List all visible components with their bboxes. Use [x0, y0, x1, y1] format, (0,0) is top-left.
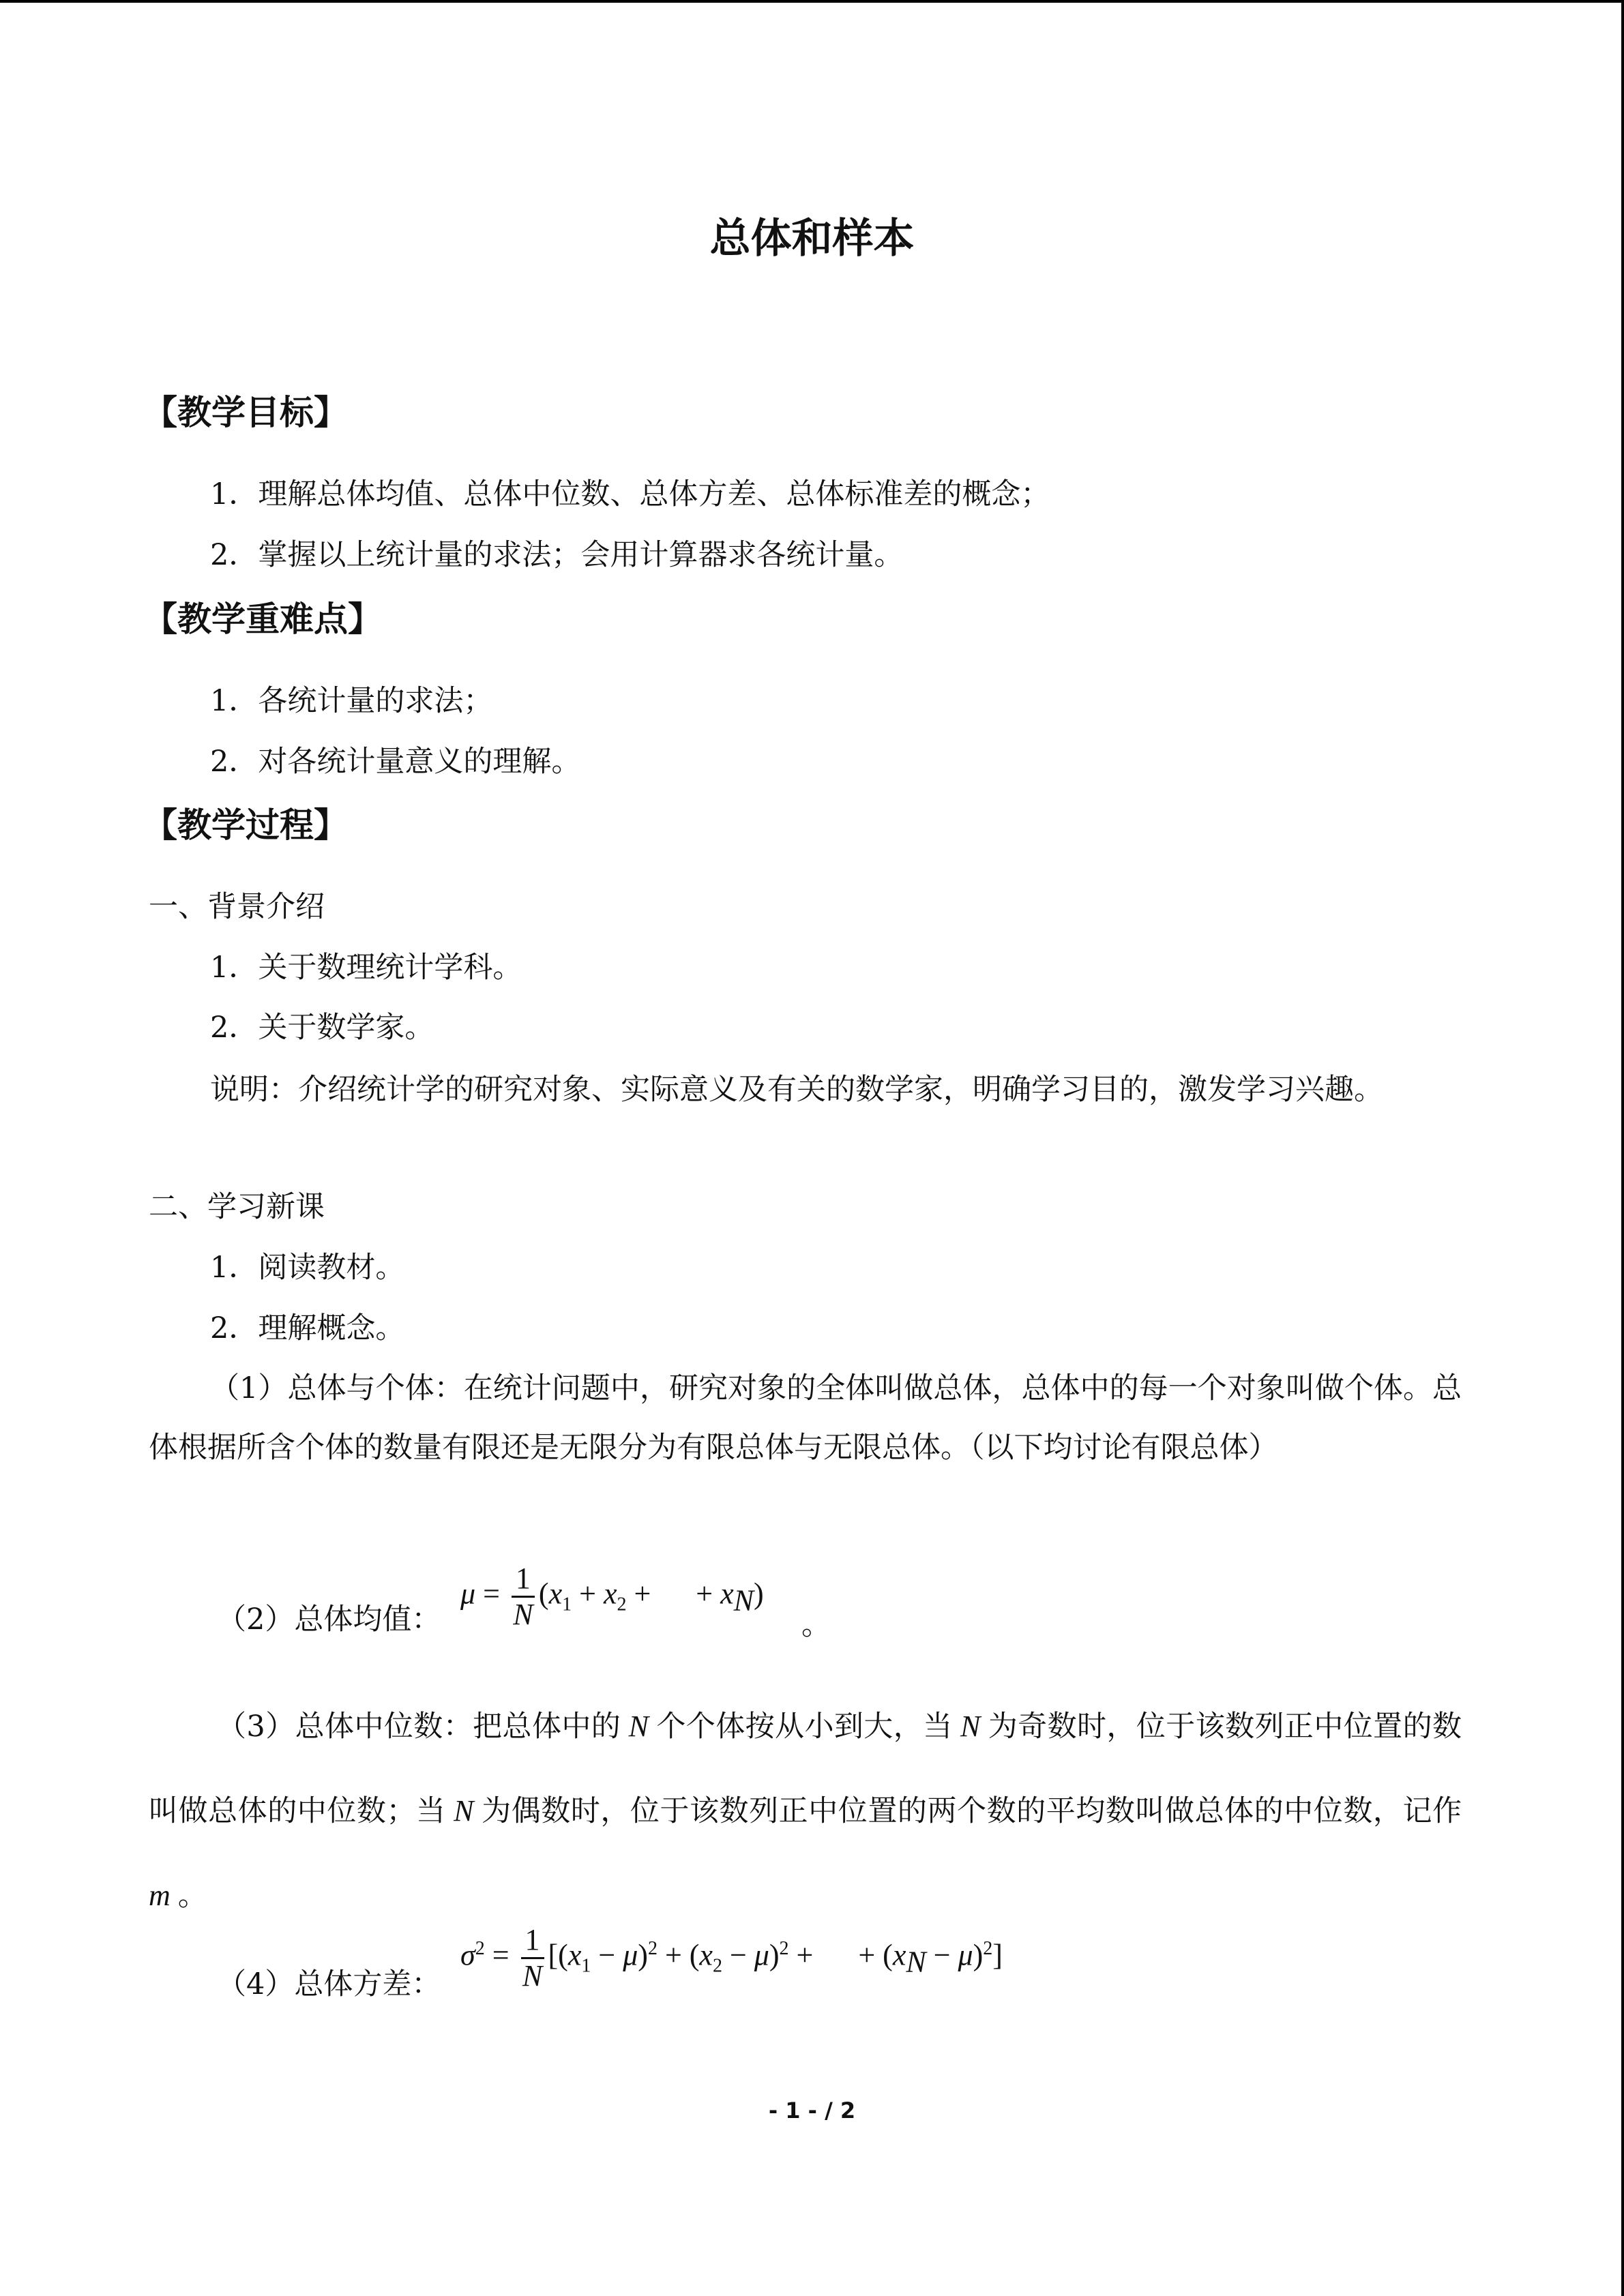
- median-text-e: 。: [177, 1879, 207, 1913]
- part1-note: 说明：介绍统计学的研究对象、实际意义及有关的数学家，明确学习目的，激发学习兴趣。: [210, 1073, 1383, 1107]
- page-number: - 1 - / 2: [768, 2098, 856, 2123]
- concept-variance-label: （4）总体方差：: [217, 1967, 441, 2001]
- math-variable: N: [445, 1794, 482, 1828]
- heading-key-points: 【教学重难点】: [143, 599, 382, 639]
- formula-population-variance: $\sigma^2$ = $\frac{1}{N}$ [$(x_1 - \mu)^2 + (x_2 - \mu)^2$ + + $(x_N - \mu)^2$]: [460, 1923, 1003, 1993]
- part2-title: 二、学习新课: [149, 1190, 325, 1224]
- part1-item-1: 1．关于数理统计学科。: [210, 951, 522, 985]
- part1-title: 一、背景介绍: [149, 890, 325, 924]
- concept-mean-label: （2）总体均值：: [217, 1602, 441, 1637]
- formula-population-mean: μ = $\frac{1}{N}$ ($x_1 + x_2$ + + $x_N$): [460, 1562, 764, 1631]
- page-border-top: [0, 0, 1624, 3]
- median-text-b2: 个个体按从小到大，当: [656, 1710, 953, 1744]
- goal-item-2: 2．掌握以上统计量的求法；会用计算器求各统计量。: [210, 538, 904, 572]
- math-variable: m: [149, 1879, 178, 1912]
- part1-item-2: 2．关于数学家。: [210, 1011, 434, 1045]
- concept-population-individual: （1）总体与个体：在统计问题中，研究对象的全体叫做总体，总体中的每一个对象叫做个体。总体根据所含个体的数量有限还是无限分为有限总体与无限总体。（以下均讨论有限总体）: [149, 1371, 1462, 1465]
- median-text-a2: （3）总体中位数：把总体中的: [217, 1710, 621, 1744]
- key-point-item-2: 2．对各统计量意义的理解。: [210, 745, 581, 779]
- page-border-right: [1621, 0, 1624, 2296]
- heading-goals: 【教学目标】: [143, 393, 348, 432]
- concept-median-wrap: [149, 1684, 1462, 1938]
- part2-item-2: 2．理解概念。: [210, 1311, 405, 1345]
- math-variable: N: [621, 1710, 657, 1743]
- concept-mean-end: 。: [801, 1608, 831, 1642]
- key-point-item-1: 1．各统计量的求法；: [210, 684, 493, 718]
- part2-item-1: 1．阅读教材。: [210, 1251, 405, 1285]
- heading-process: 【教学过程】: [143, 805, 348, 845]
- median-text-c2: 为奇数时，位于该数列正中位置的数叫做总体的中位数；当: [149, 1710, 1462, 1828]
- goal-item-1: 1．理解总体均值、总体中位数、总体方差、总体标准差的概念；: [210, 477, 1050, 511]
- median-text-d: 为偶数时，位于该数列正中位置的两个数的平均数叫做总体的中位数，记作: [482, 1794, 1462, 1828]
- document-title: 总体和样本: [709, 215, 915, 263]
- math-variable: N: [952, 1710, 988, 1743]
